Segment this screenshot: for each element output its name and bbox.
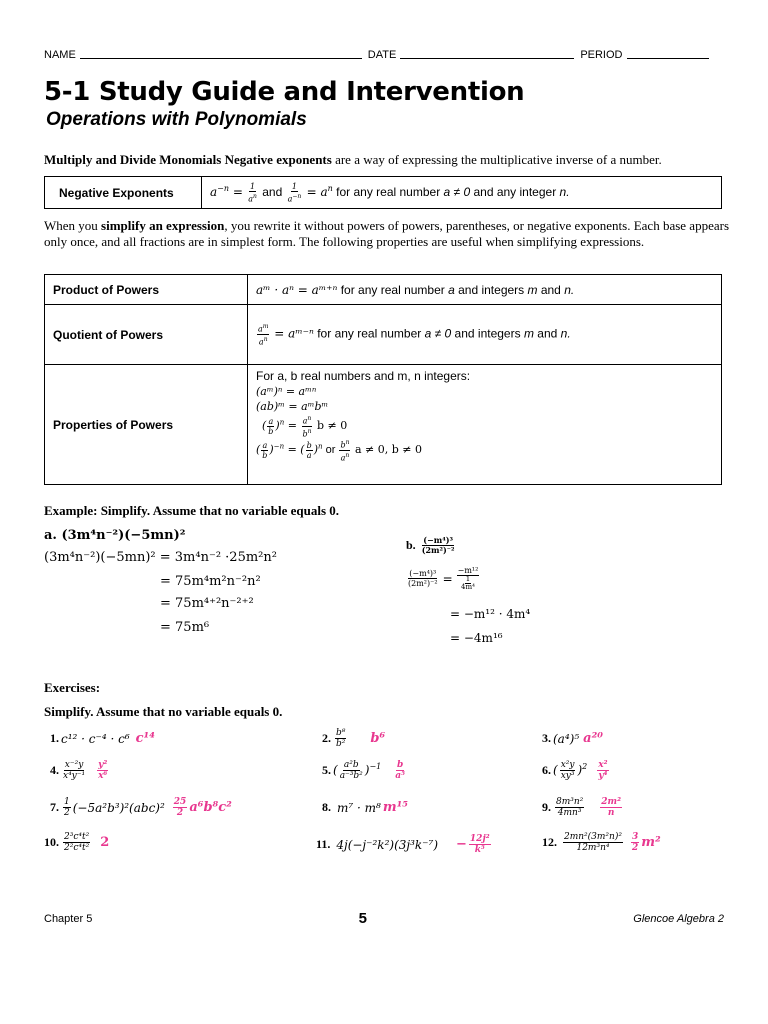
example-a-step: = 75m⁶ bbox=[160, 620, 210, 635]
page-footer bbox=[44, 910, 724, 927]
student-info-header bbox=[44, 46, 724, 61]
exercise-2-answer: b⁶ bbox=[370, 731, 386, 746]
exercise-1-answer: c¹⁴ bbox=[135, 731, 155, 746]
example-heading: Example: Simplify. Assume that no variable equals 0. bbox=[44, 503, 340, 518]
exercise-4: 4. x⁻²y x⁴y⁻¹ $\frac{\text{y²}}{\text{x⁶}}$ bbox=[50, 760, 108, 781]
exercise-8: 8. m⁷ · m⁸ m¹⁵ bbox=[322, 800, 408, 815]
example-a-step: = 75m⁴⁺²n⁻²⁺² bbox=[160, 596, 254, 611]
date-blank[interactable] bbox=[400, 46, 574, 59]
properties-of-powers-rules: For a, b real numbers and m, n integers: (aᵐ)ⁿ = aᵐⁿ (ab)ᵐ = aᵐbᵐ ( $\frac{a}{b}$ )$^n$ = $\frac{a^n}{b^n}$ b ≠ 0 ( $\frac{a}{b}$ )$^{-n}$ = ( $\frac{b}{a}$ )$^n$ or $\frac{b^n}{a^n}$ a ≠ 0, b ≠ 0 bbox=[248, 365, 722, 485]
exercise-5: 5. ( $\frac{\text{a²b}}{\text{a⁻³b²}}$ )$^{-1}$ $\frac{b}{\text{a⁵}}$ bbox=[322, 760, 406, 781]
name-blank[interactable] bbox=[80, 46, 362, 59]
product-of-powers-rule: aᵐ · aⁿ = aᵐ⁺ⁿ for any real number a and integers m and n. bbox=[248, 275, 722, 305]
exercise-6: 6. ( $\frac{\text{x²y}}{\text{xy³}}$ )$^2$ $\frac{\text{x²}}{\text{y⁴}}$ bbox=[542, 760, 608, 781]
properties-table bbox=[44, 274, 722, 485]
footer-publisher: Glencoe Algebra 2 bbox=[633, 912, 724, 925]
exercise-10-answer: 2 bbox=[100, 835, 110, 850]
exercise-1: 1. c¹² · c⁻⁴ · c⁶ c¹⁴ bbox=[50, 731, 155, 746]
exercise-11: 11. 4j(−j⁻²k²)(3j³k⁻⁷) − $\frac{\text{12j²}}{\text{k⁵}}$ bbox=[316, 834, 490, 855]
example-a-step: (3m⁴n⁻²)(−5mn)² = 3m⁴n⁻² ·25m²n² bbox=[44, 550, 277, 565]
example-a-step: = 75m⁴m²n⁻²n² bbox=[160, 574, 261, 589]
page-title: 5-1 Study Guide and Intervention bbox=[44, 77, 525, 107]
exercises-instruction: Simplify. Assume that no variable equals 0. bbox=[44, 704, 283, 719]
negative-exponents-table bbox=[44, 176, 722, 209]
period-label: PERIOD bbox=[580, 49, 623, 61]
exercise-2: 2. b⁸ b² b⁶ bbox=[322, 728, 386, 749]
exercise-8-answer: m¹⁵ bbox=[382, 800, 408, 815]
exercise-9: 9. 8m³n² 4mn³ $\frac{\text{2m²}}{n}$ bbox=[542, 797, 622, 818]
date-label: DATE bbox=[367, 49, 397, 61]
quotient-of-powers-label: Quotient of Powers bbox=[45, 305, 248, 365]
intro-bold: Multiply and Divide Monomials Negative exponents bbox=[44, 152, 332, 167]
negative-exponents-rule: $a^{-n}$ = $\frac{1}{a^n}$ and $\frac{1}{a^{-n}}$ = $a^n$ for any real number a ≠ 0 and any integer n. bbox=[202, 177, 722, 209]
intro-rest: are a way of expressing the multiplicative inverse of a number. bbox=[331, 152, 662, 167]
exercise-7: 7. 1 2 (−5a²b³)²(abc)² $\frac{25}{2}$ a⁶b⁸c² bbox=[50, 797, 232, 818]
example-b-heading: b. $\frac{\text{(−m⁴)³}}{\text{(2m²)⁻²}}$ bbox=[406, 535, 455, 555]
table-row bbox=[45, 305, 722, 365]
product-of-powers-label: Product of Powers bbox=[45, 275, 248, 305]
name-label: NAME bbox=[44, 49, 76, 61]
example-b-step: = −4m¹⁶ bbox=[450, 631, 503, 645]
exercise-10: 10. 2³c⁴t² 2²c⁴t² 2 bbox=[44, 832, 110, 853]
exercise-12: 12. 2mn²(3m²n)² 12m³n⁴ $\frac{3}{2}$ m² bbox=[542, 832, 661, 853]
footer-page-number: 5 bbox=[358, 910, 367, 927]
negative-exponents-label: Negative Exponents bbox=[45, 177, 202, 209]
period-blank[interactable] bbox=[627, 46, 709, 59]
example-b-step1: $\frac{\text{(−m⁴)³}}{\text{(2m²)⁻²}}$ = $\frac{\text{−m¹²}}{\frac{1}{\text{4m⁴}}}$ bbox=[408, 566, 479, 591]
table-row bbox=[45, 275, 722, 305]
footer-chapter: Chapter 5 bbox=[44, 912, 93, 925]
exercise-3: 3. (a⁴)⁵ a²⁰ bbox=[542, 731, 603, 746]
simplify-paragraph: When you simplify an expression, you rewrite it without powers of powers, parentheses, or negative exponents. Each base appears only once, and all fractions are in simplest form. The following properties are useful when simplifying expressions. bbox=[44, 218, 729, 249]
properties-of-powers-label: Properties of Powers bbox=[45, 365, 248, 485]
intro-text bbox=[44, 152, 734, 168]
exercises-heading: Exercises: bbox=[44, 680, 101, 695]
example-a-heading: a. (3m⁴n⁻²)(−5mn)² bbox=[44, 528, 186, 543]
exercise-3-answer: a²⁰ bbox=[583, 731, 603, 746]
quotient-of-powers-rule: $\frac{a^m}{a^n}$ = aᵐ⁻ⁿ for any real number a ≠ 0 and integers m and n. bbox=[248, 305, 722, 365]
example-b-step: = −m¹² · 4m⁴ bbox=[450, 607, 531, 621]
table-row bbox=[45, 365, 722, 485]
page-subtitle: Operations with Polynomials bbox=[46, 109, 307, 130]
